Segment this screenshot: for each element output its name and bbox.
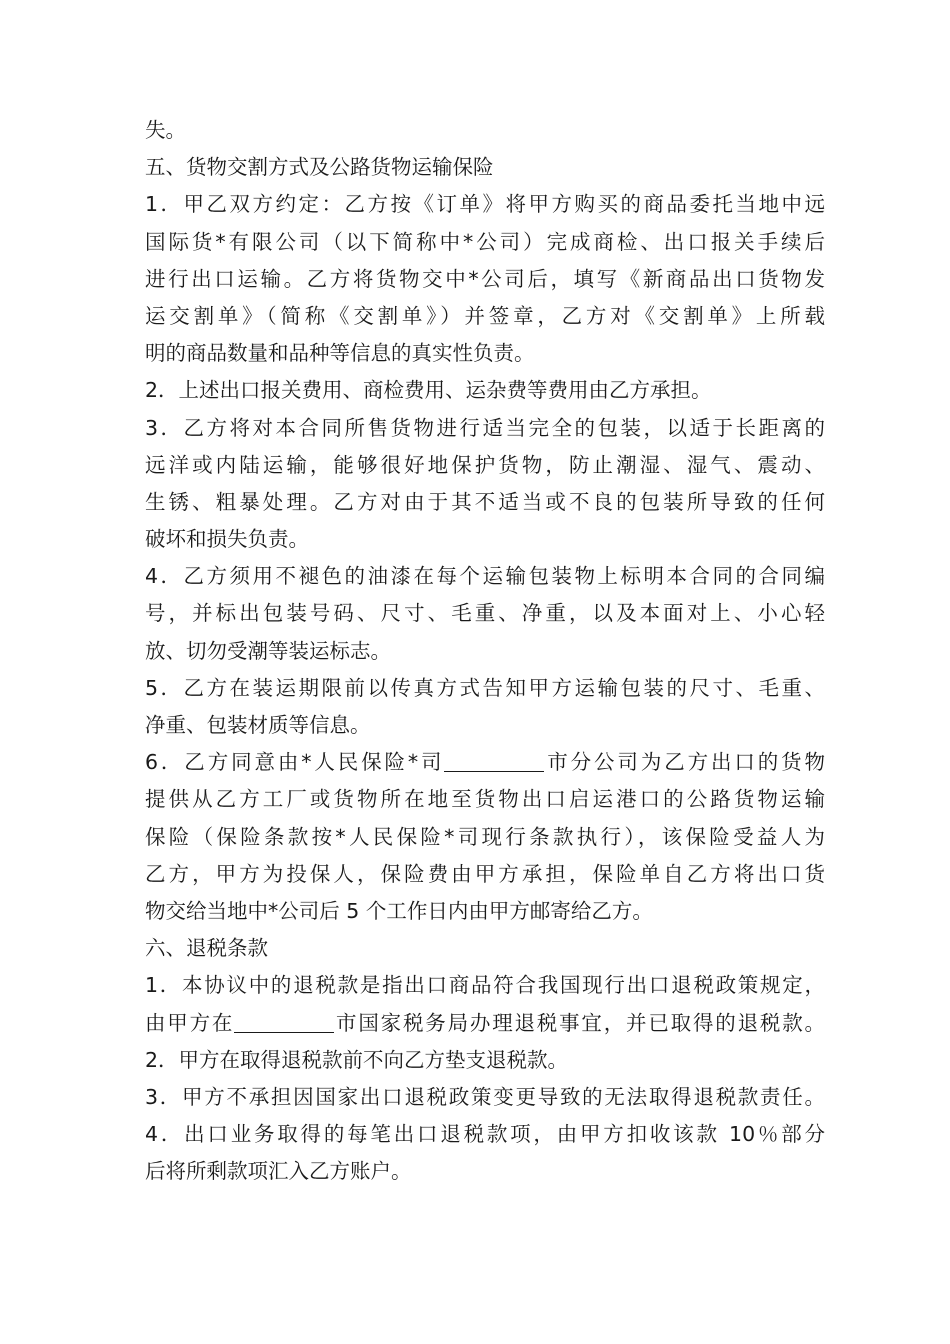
fill-in-blank (444, 749, 544, 772)
text-line: 保险（保险条款按*人民保险*司现行条款执行），该保险受益人为 (145, 824, 825, 849)
document-body (145, 112, 825, 1190)
text-line: 提供从乙方工厂或货物所在地至货物出口启运港口的公路货物运输 (145, 787, 825, 812)
text-segment: 市分公司为乙方出口的货物 (544, 750, 825, 775)
text-line: 3．乙方将对本合同所售货物进行适当完全的包装，以适于长距离的 (145, 415, 825, 440)
text-line: 失。 (145, 118, 186, 142)
fill-in-blank (234, 1010, 334, 1033)
text-segment: 市国家税务局办理退税事宜，并已取得的退税款。 (334, 1010, 826, 1035)
text-line: 后将所剩款项汇入乙方账户。 (145, 1159, 412, 1184)
text-line: 3．甲方不承担因国家出口退税政策变更导致的无法取得退税款责任。 (145, 1084, 825, 1109)
text-line: 破坏和损失负责。 (145, 527, 309, 552)
text-line: 4．出口业务取得的每笔出口退税款项，由甲方扣收该款 10％部分 (145, 1122, 825, 1147)
text-line: 远洋或内陆运输，能够很好地保护货物，防止潮湿、湿气、震动、 (145, 452, 825, 477)
text-line: 运交割单》（简称《交割单》）并签章，乙方对《交割单》上所载 (145, 303, 825, 328)
section-heading: 六、退税条款 (145, 936, 268, 961)
text-line: 放、切勿受潮等装运标志。 (145, 638, 391, 663)
text-segment: 由甲方在 (145, 1010, 235, 1035)
text-line: 5．乙方在装运期限前以传真方式告知甲方运输包装的尺寸、毛重、 (145, 675, 825, 700)
text-segment: 6．乙方同意由*人民保险*司 (145, 750, 445, 775)
text-line: 物交给当地中*公司后 5 个工作日内由甲方邮寄给乙方。 (145, 898, 653, 923)
text-line: 4．乙方须用不褪色的油漆在每个运输包装物上标明本合同的合同编 (145, 564, 825, 589)
text-line: 乙方，甲方为投保人，保险费由甲方承担，保险单自乙方将出口货 (145, 861, 825, 886)
text-line: 2．上述出口报关费用、商检费用、运杂费等费用由乙方承担。 (145, 378, 712, 403)
text-line: 进行出口运输。乙方将货物交中*公司后，填写《新商品出口货物发 (145, 266, 825, 291)
text-line-with-blank (145, 744, 825, 781)
text-line: 生锈、粗暴处理。乙方对由于其不适当或不良的包装所导致的任何 (145, 489, 825, 514)
text-line: 国际货*有限公司（以下简称中*公司）完成商检、出口报关手续后 (145, 229, 825, 254)
text-line: 明的商品数量和品种等信息的真实性负责。 (145, 341, 535, 366)
text-line: 1．本协议中的退税款是指出口商品符合我国现行出口退税政策规定， (145, 973, 825, 998)
text-line: 1．甲乙双方约定：乙方按《订单》将甲方购买的商品委托当地中远 (145, 192, 825, 217)
text-line: 净重、包装材质等信息。 (145, 713, 371, 737)
section-heading: 五、货物交割方式及公路货物运输保险 (145, 155, 494, 180)
text-line-with-blank (145, 1005, 825, 1042)
text-line: 号，并标出包装号码、尺寸、毛重、净重，以及本面对上、小心轻 (145, 601, 825, 626)
text-line: 2．甲方在取得退税款前不向乙方垫支退税款。 (145, 1047, 569, 1072)
